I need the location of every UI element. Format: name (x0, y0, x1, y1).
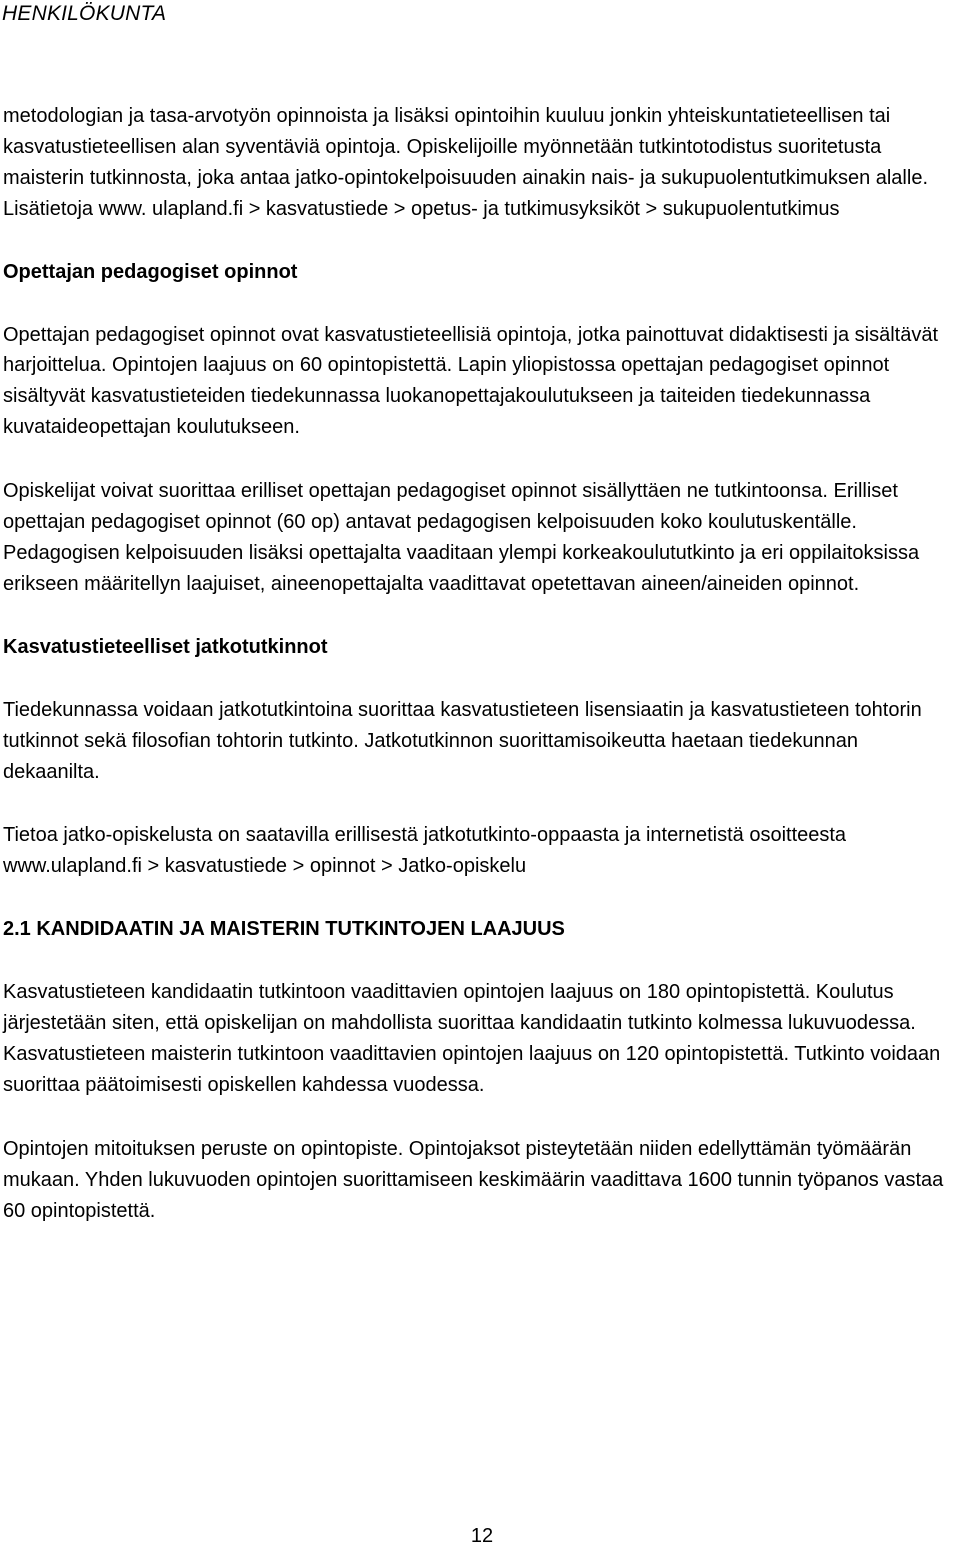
intro-paragraph: metodologian ja tasa-arvotyön opinnoista ja lisäksi opintoihin kuuluu jonkin yhteiskuntatieteellisen tai kasvatustieteellisen alan syventäviä opintoja. Opiskelijoille myönnetään tutkintotodistus suoritetusta maisterin tutkinnosta, joka antaa jatko-opintokelpoisuuden ainakin nais- ja sukupuolentutkimuksen alalle. Lisätietoja www. ulapland.fi > kasvatustiede > opetus- ja tutkimusyksiköt > sukupuolentutkimus (3, 105, 928, 220)
paragraph-teacher-2: Opiskelijat voivat suorittaa erilliset opettajan pedagogiset opinnot sisällyttäen ne tutkintoonsa. Erilliset opettajan pedagogiset opinnot (60 op) antavat pedagogisen kelpoisuuden koko koulutuskentälle. Pedagogisen kelpoisuuden lisäksi opettajalta vaaditaan ylempi korkeakoulututkinto ja eri oppilaitoksissa erikseen määritellyn laajuiset, aineenopettajalta vaadittavat opetettavan aineen/aineiden opinnot. (3, 480, 920, 595)
section-heading-degree-scope: 2.1 KANDIDAATIN JA MAISTERIN TUTKINTOJEN LAAJUUS (3, 918, 565, 941)
document-body (3, 101, 953, 1226)
section-heading-postgraduate: Kasvatustieteelliset jatkotutkinnot (3, 635, 328, 658)
page-number: 12 (470, 1525, 494, 1547)
page-header-title: HENKILÖKUNTA (2, 2, 167, 25)
paragraph-postgrad-1: Tiedekunnassa voidaan jatkotutkintoina suorittaa kasvatustieteen lisensiaatin ja kasvatustieteen tohtorin tutkinnot sekä filosofian tohtorin tutkinto. Jatkotutkinnon suorittamisoikeutta haetaan tiedekunnan dekaanilta. (3, 698, 922, 783)
section-heading-teacher-studies: Opettajan pedagogiset opinnot (3, 260, 298, 283)
paragraph-teacher-1: Opettajan pedagogiset opinnot ovat kasvatustieteellisiä opintoja, jotka painottuvat didaktisesti ja sisältävät harjoittelua. Opintojen laajuus on 60 opintopistettä. Lapin yliopistossa opettajan pedagogiset opinnot sisältyvät kasvatustieteiden tiedekunnassa luokanopettajakoulutukseen ja taiteiden tiedekunnassa kuvataideopettajan koulutukseen. (3, 323, 939, 439)
paragraph-scope-1: Kasvatustieteen kandidaatin tutkintoon vaadittavien opintojen laajuus on 180 opintopistettä. Koulutus järjestetään siten, että opiskelijan on mahdollista suorittaa kandidaatin tutkinto kolmessa lukuvuodessa. Kasvatustieteen maisterin tutkintoon vaadittavien opintojen laajuus on 120 opintopistettä. Tutkinto voidaan suorittaa päätoimisesti opiskellen kahdessa vuodessa. (3, 981, 941, 1096)
paragraph-postgrad-2: Tietoa jatko-opiskelusta on saatavilla erillisestä jatkotutkinto-oppaasta ja internetistä osoitteesta www.ulapland.fi > kasvatustiede > opinnot > Jatko-opiskelu (3, 824, 847, 878)
paragraph-scope-2: Opintojen mitoituksen peruste on opintopiste. Opintojaksot pisteytetään niiden edellyttämän työmäärän mukaan. Yhden lukuvuoden opintojen suorittamiseen keskimäärin vaadittava 1600 tunnin työpanos vastaa 60 opintopistettä. (3, 1137, 944, 1222)
